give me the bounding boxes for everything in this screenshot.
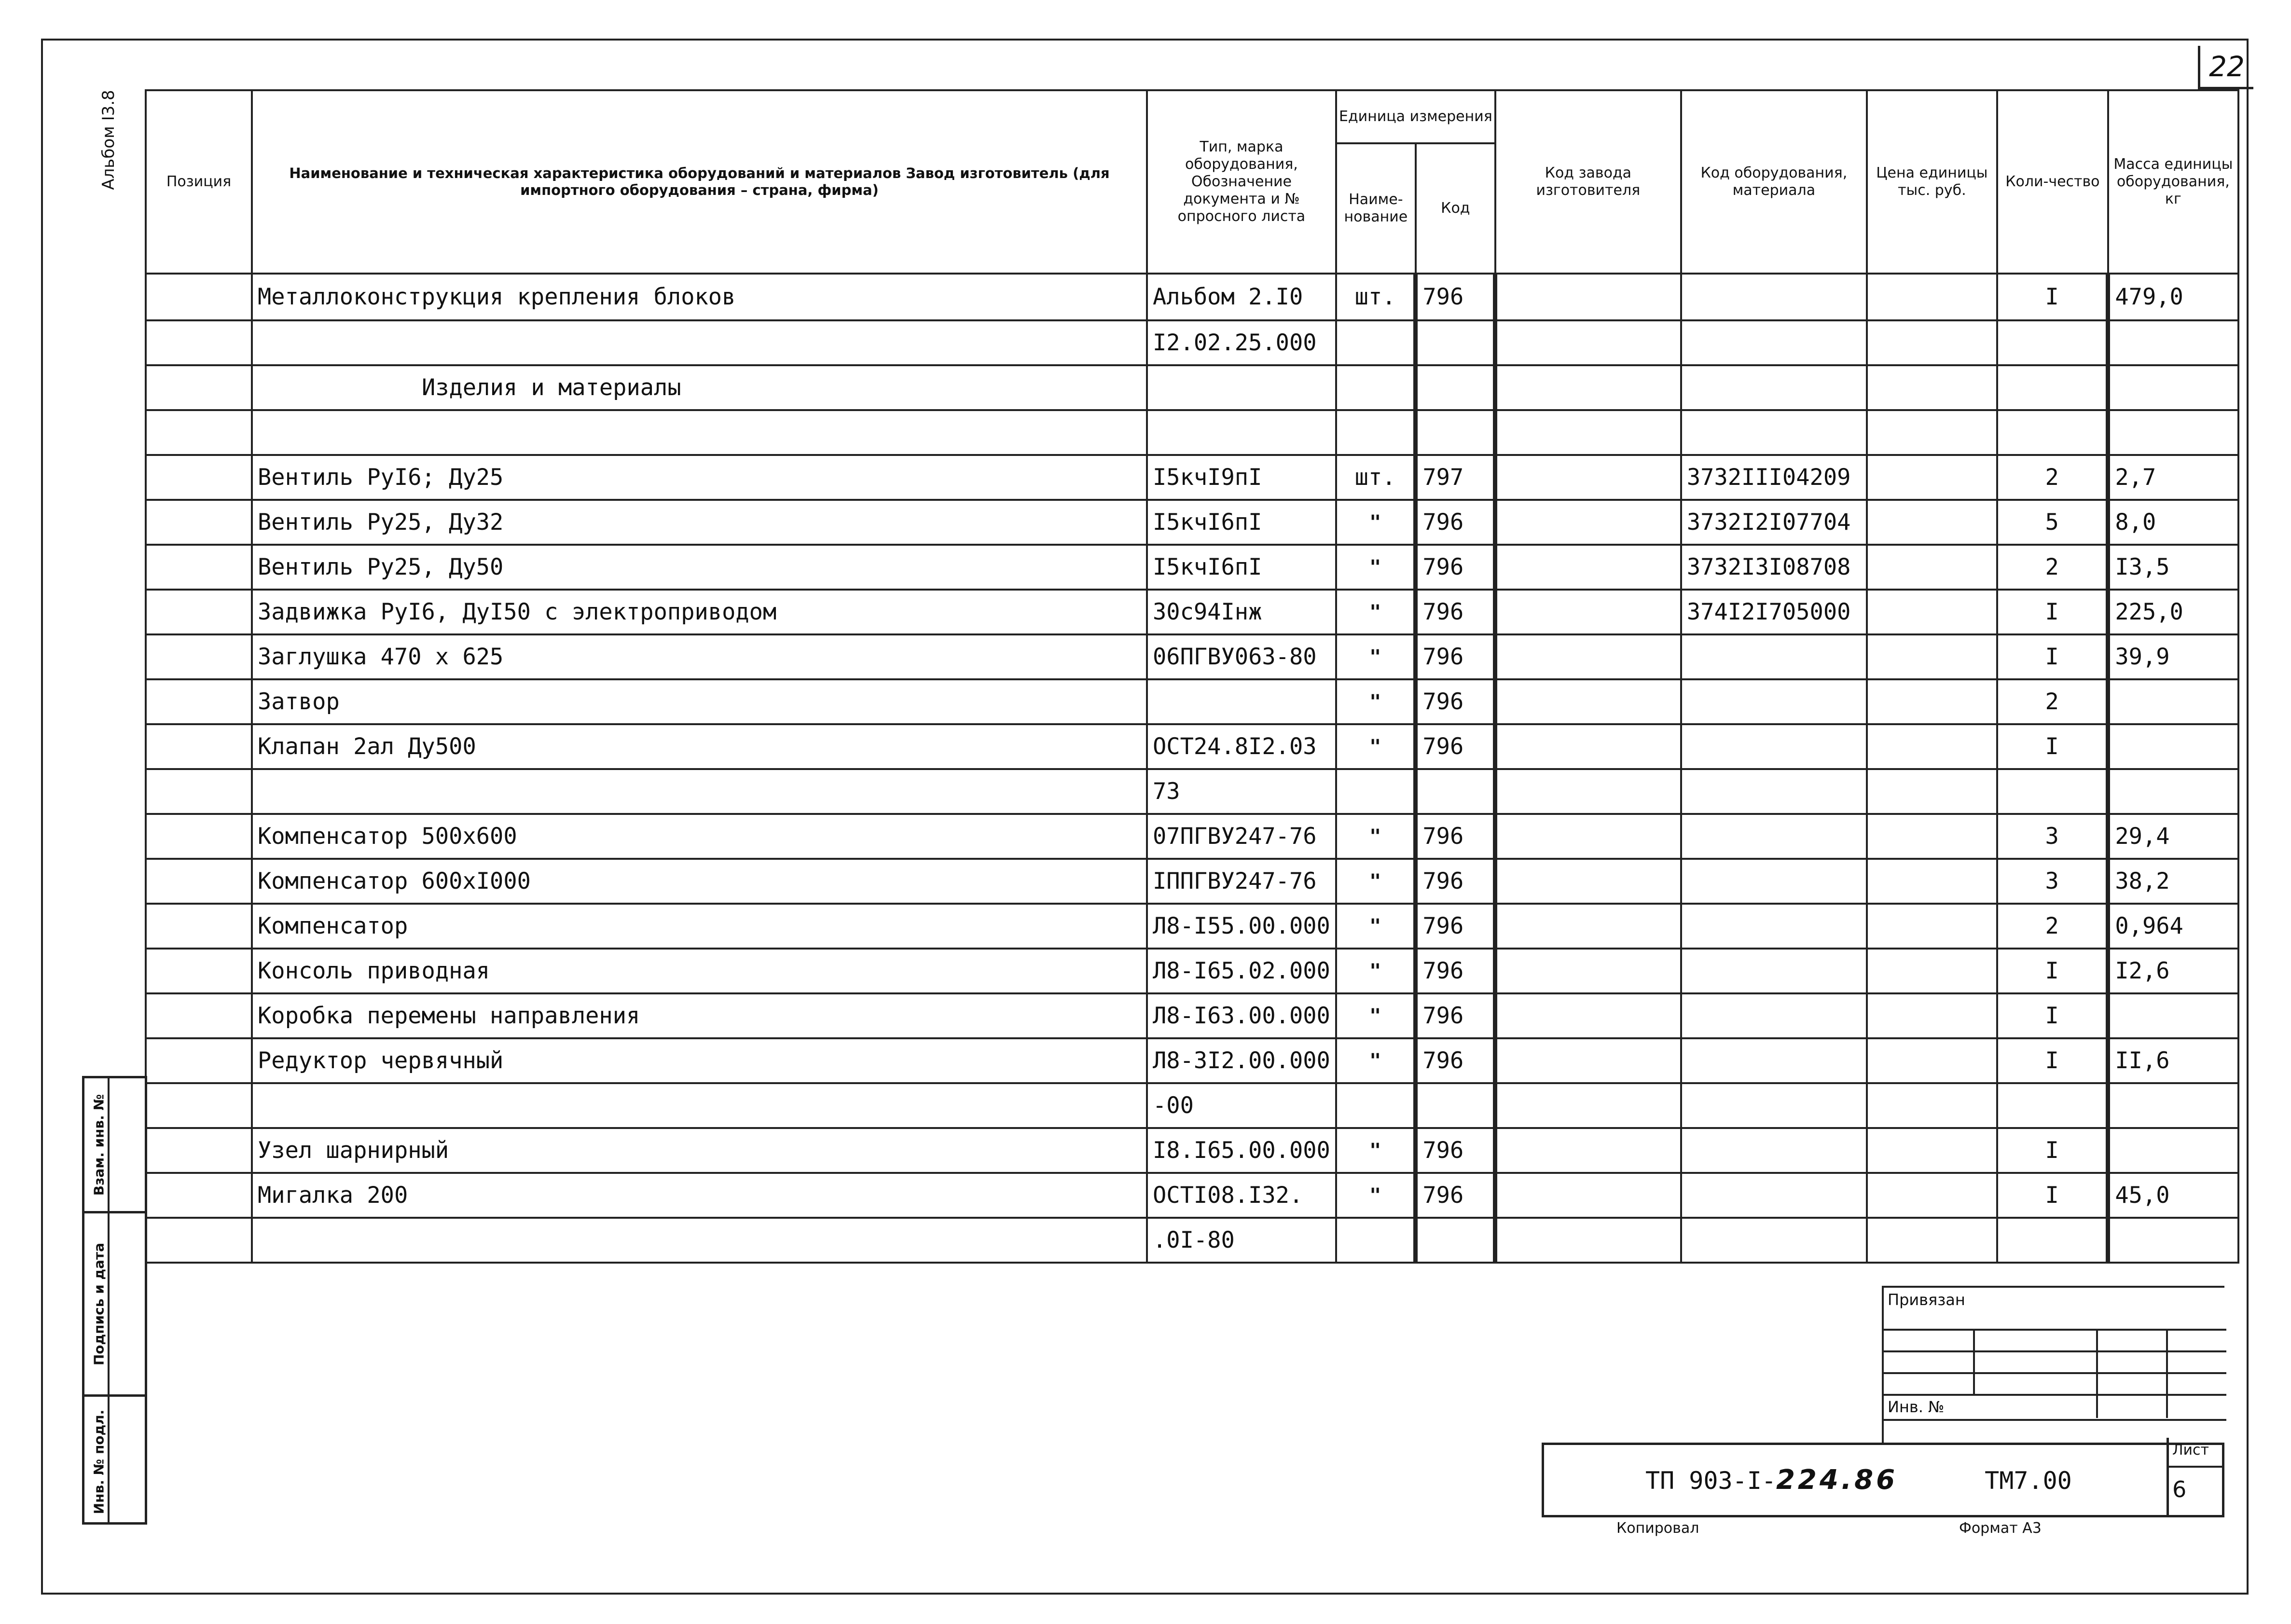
cell-equipment-code [1681,1083,1867,1128]
header-factory-code: Код завода изготовителя [1495,90,1681,274]
equipment-table [145,89,2239,1264]
cell-mass: 0,964 [2108,904,2238,949]
table-row [146,455,2238,500]
cell-type: 73 [1147,769,1336,814]
cell-factory-code [1495,545,1681,590]
cell-quantity [1997,1083,2108,1128]
cell-unit: " [1336,904,1416,949]
cell-quantity: 2 [1997,455,2108,500]
table-row [146,634,2238,679]
cell-factory-code [1495,724,1681,769]
cell-quantity: I [1997,724,2108,769]
cell-factory-code [1495,274,1681,320]
cell-type [1147,410,1336,455]
cell-mass: 479,0 [2108,274,2238,320]
cell-mass: 29,4 [2108,814,2238,859]
cell-equipment-code: 3732III04209 [1681,455,1867,500]
cell-equipment-code: 3732I2I07704 [1681,500,1867,545]
table-row [146,410,2238,455]
cell-equipment-code [1681,679,1867,724]
cell-quantity [1997,410,2108,455]
page-number: 22 [2198,46,2253,89]
table-row [146,1218,2238,1263]
cell-quantity: 2 [1997,545,2108,590]
cell-factory-code [1495,814,1681,859]
cell-mass [2108,320,2238,365]
cell-price [1867,679,1997,724]
cell-type: I5кчI6пI [1147,500,1336,545]
cell-type: I8.I65.00.000 [1147,1128,1336,1173]
cell-unit: шт. [1336,455,1416,500]
cell-code: 797 [1416,455,1495,500]
cell-price [1867,320,1997,365]
cell-equipment-code [1681,1173,1867,1218]
cell-unit: " [1336,859,1416,904]
cell-position [146,590,252,634]
cell-code [1416,1218,1495,1263]
cell-price [1867,634,1997,679]
cell-price [1867,365,1997,410]
cell-quantity: 3 [1997,814,2108,859]
cell-price [1867,455,1997,500]
cell-price [1867,274,1997,320]
stamp-cell-inv [84,1397,145,1527]
cell-code [1416,1083,1495,1128]
cell-factory-code [1495,320,1681,365]
table-row [146,859,2238,904]
cell-factory-code [1495,590,1681,634]
cell-price [1867,1128,1997,1173]
cell-quantity: I [1997,634,2108,679]
cell-mass: 8,0 [2108,500,2238,545]
cell-position [146,274,252,320]
cell-quantity: 2 [1997,679,2108,724]
cell-name: Мигалка 200 [252,1173,1147,1218]
cell-mass: 39,9 [2108,634,2238,679]
cell-quantity: I [1997,993,2108,1038]
cell-factory-code [1495,1218,1681,1263]
cell-type: -00 [1147,1083,1336,1128]
cell-equipment-code [1681,1218,1867,1263]
cell-type: ОСТ24.8I2.03 [1147,724,1336,769]
cell-type: ОСТI08.I32. [1147,1173,1336,1218]
cell-code: 796 [1416,993,1495,1038]
cell-unit [1336,1218,1416,1263]
cell-mass: 225,0 [2108,590,2238,634]
cell-code: 796 [1416,814,1495,859]
cell-equipment-code [1681,769,1867,814]
cell-name [252,769,1147,814]
cell-position [146,904,252,949]
cell-factory-code [1495,455,1681,500]
cell-position [146,365,252,410]
album-label-text: Альбом I3.8 [99,90,118,190]
cell-position [146,1173,252,1218]
cell-name: Задвижка РуI6, ДуI50 с электроприводом [252,590,1147,634]
cell-unit: " [1336,814,1416,859]
cell-price [1867,724,1997,769]
sheet-cell [1983,1409,2224,1517]
cell-factory-code [1495,769,1681,814]
cell-equipment-code [1681,1038,1867,1083]
cell-equipment-code [1681,320,1867,365]
cell-equipment-code [1681,904,1867,949]
cell-name: Вентиль РуI6; Ду25 [252,455,1147,500]
cell-type: IППГВУ247-76 [1147,859,1336,904]
inv-no-label: Инв. № [1888,1398,1945,1416]
cell-equipment-code [1681,993,1867,1038]
table-row [146,949,2238,993]
cell-mass: I3,5 [2108,545,2238,590]
cell-name [252,320,1147,365]
cell-type [1147,365,1336,410]
cell-equipment-code [1681,365,1867,410]
table-row [146,590,2238,634]
cell-price [1867,410,1997,455]
footer-kopiroval: Копировал [1616,1520,1699,1537]
cell-factory-code [1495,1128,1681,1173]
cell-unit: " [1336,724,1416,769]
cell-quantity: 3 [1997,859,2108,904]
cell-code [1416,769,1495,814]
cell-type: .0I-80 [1147,1218,1336,1263]
cell-quantity: I [1997,1173,2108,1218]
table-row [146,1173,2238,1218]
cell-price [1867,1038,1997,1083]
cell-equipment-code [1681,814,1867,859]
cell-position [146,1128,252,1173]
header-unit-name: Наиме-нование [1336,143,1416,274]
cell-factory-code [1495,993,1681,1038]
cell-mass [2108,724,2238,769]
cell-unit: " [1336,1038,1416,1083]
table-row [146,904,2238,949]
cell-code: 796 [1416,545,1495,590]
document-code-prefix: ТП 903-I- [1645,1467,1776,1495]
cell-price [1867,545,1997,590]
stamp-label-podpis: Подпись и дата [91,1242,107,1365]
cell-unit: " [1336,993,1416,1038]
cell-quantity [1997,1218,2108,1263]
cell-quantity: I [1997,1038,2108,1083]
cell-factory-code [1495,679,1681,724]
cell-price [1867,904,1997,949]
cell-position [146,1218,252,1263]
cell-type: Л8-3I2.00.000 [1147,1038,1336,1083]
cell-position [146,545,252,590]
table-row [146,993,2238,1038]
cell-name: Редуктор червячный [252,1038,1147,1083]
stamp-cell-vzam [84,1078,145,1213]
cell-quantity [1997,365,2108,410]
header-price: Цена единицы тыс. руб. [1867,90,1997,274]
cell-type: 06ПГВУ063-80 [1147,634,1336,679]
cell-position [146,410,252,455]
cell-mass [2108,679,2238,724]
cell-name: Вентиль Ру25, Ду32 [252,500,1147,545]
document-mark: ТМ7.00 [1985,1467,2072,1495]
cell-position [146,1083,252,1128]
cell-mass [2108,993,2238,1038]
cell-type: 30с94Iнж [1147,590,1336,634]
cell-factory-code [1495,500,1681,545]
cell-price [1867,949,1997,993]
cell-unit: " [1336,545,1416,590]
cell-position [146,455,252,500]
cell-name: Клапан 2ал Ду500 [252,724,1147,769]
cell-unit [1336,769,1416,814]
cell-code: 796 [1416,724,1495,769]
cell-name: Заглушка 470 х 625 [252,634,1147,679]
cell-equipment-code [1681,410,1867,455]
cell-position [146,500,252,545]
cell-mass [2108,1218,2238,1263]
table-row [146,679,2238,724]
cell-quantity: I [1997,1128,2108,1173]
cell-factory-code [1495,904,1681,949]
cell-code: 796 [1416,590,1495,634]
footer-format: Формат А3 [1959,1520,2042,1537]
header-mass: Масса единицы оборудования, кг [2108,90,2238,274]
cell-quantity [1997,769,2108,814]
table-row [146,1038,2238,1083]
cell-equipment-code [1681,859,1867,904]
cell-unit [1336,410,1416,455]
cell-unit [1336,320,1416,365]
cell-position [146,814,252,859]
cell-code [1416,365,1495,410]
cell-unit: " [1336,1128,1416,1173]
cell-price [1867,590,1997,634]
cell-unit: " [1336,500,1416,545]
header-unit-code: Код [1416,143,1495,274]
cell-code [1416,410,1495,455]
cell-name: Компенсатор 500х600 [252,814,1147,859]
cell-equipment-code [1681,1128,1867,1173]
cell-factory-code [1495,365,1681,410]
cell-price [1867,769,1997,814]
cell-mass: 38,2 [2108,859,2238,904]
cell-mass: I2,6 [2108,949,2238,993]
cell-price [1867,500,1997,545]
cell-unit: " [1336,1173,1416,1218]
cell-price [1867,859,1997,904]
cell-price [1867,1173,1997,1218]
cell-name: Затвор [252,679,1147,724]
cell-mass [2108,365,2238,410]
cell-equipment-code [1681,724,1867,769]
cell-name [252,410,1147,455]
header-quantity: Коли-чество [1997,90,2108,274]
cell-position [146,320,252,365]
cell-type: Л8-I65.02.000 [1147,949,1336,993]
cell-factory-code [1495,634,1681,679]
cell-name: Металлоконструкция крепления блоков [252,274,1147,320]
cell-type: Л8-I55.00.000 [1147,904,1336,949]
cell-unit [1336,365,1416,410]
cell-unit: " [1336,679,1416,724]
table-row [146,545,2238,590]
cell-position [146,859,252,904]
cell-name: Вентиль Ру25, Ду50 [252,545,1147,590]
document-code-number: 224.86 [1776,1464,1898,1496]
cell-unit: шт. [1336,274,1416,320]
table-body [146,274,2238,1263]
table-row [146,1128,2238,1173]
stamp-label-inv: Инв. № подл. [91,1409,107,1514]
table-row [146,769,2238,814]
cell-position [146,769,252,814]
cell-price [1867,1218,1997,1263]
cell-quantity: 2 [1997,904,2108,949]
cell-mass: 45,0 [2108,1173,2238,1218]
cell-type: Л8-I63.00.000 [1147,993,1336,1038]
table-row [146,365,2238,410]
cell-type: 07ПГВУ247-76 [1147,814,1336,859]
header-position: Позиция [146,90,252,274]
table-row [146,814,2238,859]
cell-quantity: I [1997,949,2108,993]
cell-code: 796 [1416,1173,1495,1218]
cell-position [146,1038,252,1083]
cell-unit: " [1336,590,1416,634]
cell-mass [2108,1083,2238,1128]
cell-price [1867,993,1997,1038]
cell-code [1416,320,1495,365]
table-row [146,274,2238,320]
cell-factory-code [1495,410,1681,455]
cell-code: 796 [1416,1128,1495,1173]
sheet-value: 6 [2172,1476,2187,1502]
cell-code: 796 [1416,949,1495,993]
cell-unit: " [1336,949,1416,993]
sheet-label: Лист [2172,1442,2209,1459]
cell-unit: " [1336,634,1416,679]
cell-factory-code [1495,1038,1681,1083]
cell-position [146,724,252,769]
table-row [146,1083,2238,1128]
cell-type: I5кчI6пI [1147,545,1336,590]
cell-code: 796 [1416,904,1495,949]
cell-position [146,634,252,679]
cell-mass: II,6 [2108,1038,2238,1083]
cell-name: Консоль приводная [252,949,1147,993]
cell-position [146,993,252,1038]
cell-name: Компенсатор [252,904,1147,949]
cell-code: 796 [1416,859,1495,904]
stamp-label-vzam: Взам. инв. № [91,1094,107,1196]
cell-name: Коробка перемены направления [252,993,1147,1038]
cell-mass [2108,410,2238,455]
cell-equipment-code: 3732I3I08708 [1681,545,1867,590]
cell-quantity: 5 [1997,500,2108,545]
cell-equipment-code [1681,949,1867,993]
table-row [146,724,2238,769]
cell-equipment-code [1681,634,1867,679]
cell-code: 796 [1416,1038,1495,1083]
cell-code: 796 [1416,500,1495,545]
cell-unit [1336,1083,1416,1128]
cell-name [252,1218,1147,1263]
cell-type [1147,679,1336,724]
cell-price [1867,814,1997,859]
table-row [146,320,2238,365]
side-stamp [82,1076,147,1525]
cell-factory-code [1495,949,1681,993]
cell-type: Альбом 2.I0 [1147,274,1336,320]
cell-equipment-code: 374I2I705000 [1681,590,1867,634]
cell-quantity: I [1997,274,2108,320]
cell-factory-code [1495,1083,1681,1128]
cell-factory-code [1495,859,1681,904]
cell-mass: 2,7 [2108,455,2238,500]
header-type: Тип, марка оборудования, Обозначение документа и № опросного листа [1147,90,1336,274]
cell-mass [2108,769,2238,814]
cell-type: I2.02.25.000 [1147,320,1336,365]
header-equipment-code: Код оборудования, материала [1681,90,1867,274]
cell-type: I5кчI9пI [1147,455,1336,500]
header-unit-group: Единица измерения [1336,90,1495,143]
cell-name: Изделия и материалы [252,365,1147,410]
cell-position [146,679,252,724]
cell-code: 796 [1416,679,1495,724]
cell-mass [2108,1128,2238,1173]
cell-name: Компенсатор 600хI000 [252,859,1147,904]
table-row [146,500,2238,545]
cell-name: Узел шарнирный [252,1128,1147,1173]
cell-equipment-code [1681,274,1867,320]
cell-code: 796 [1416,634,1495,679]
header-name: Наименование и техническая характеристика оборудований и материалов Завод изготовитель (для импортного оборудования – страна, фирма) [252,90,1147,274]
cell-factory-code [1495,1173,1681,1218]
privyazan-label: Привязан [1888,1291,1965,1309]
cell-quantity [1997,320,2108,365]
cell-quantity: I [1997,590,2108,634]
cell-position [146,949,252,993]
cell-code: 796 [1416,274,1495,320]
cell-price [1867,1083,1997,1128]
stamp-cell-podpis [84,1213,145,1397]
cell-name [252,1083,1147,1128]
